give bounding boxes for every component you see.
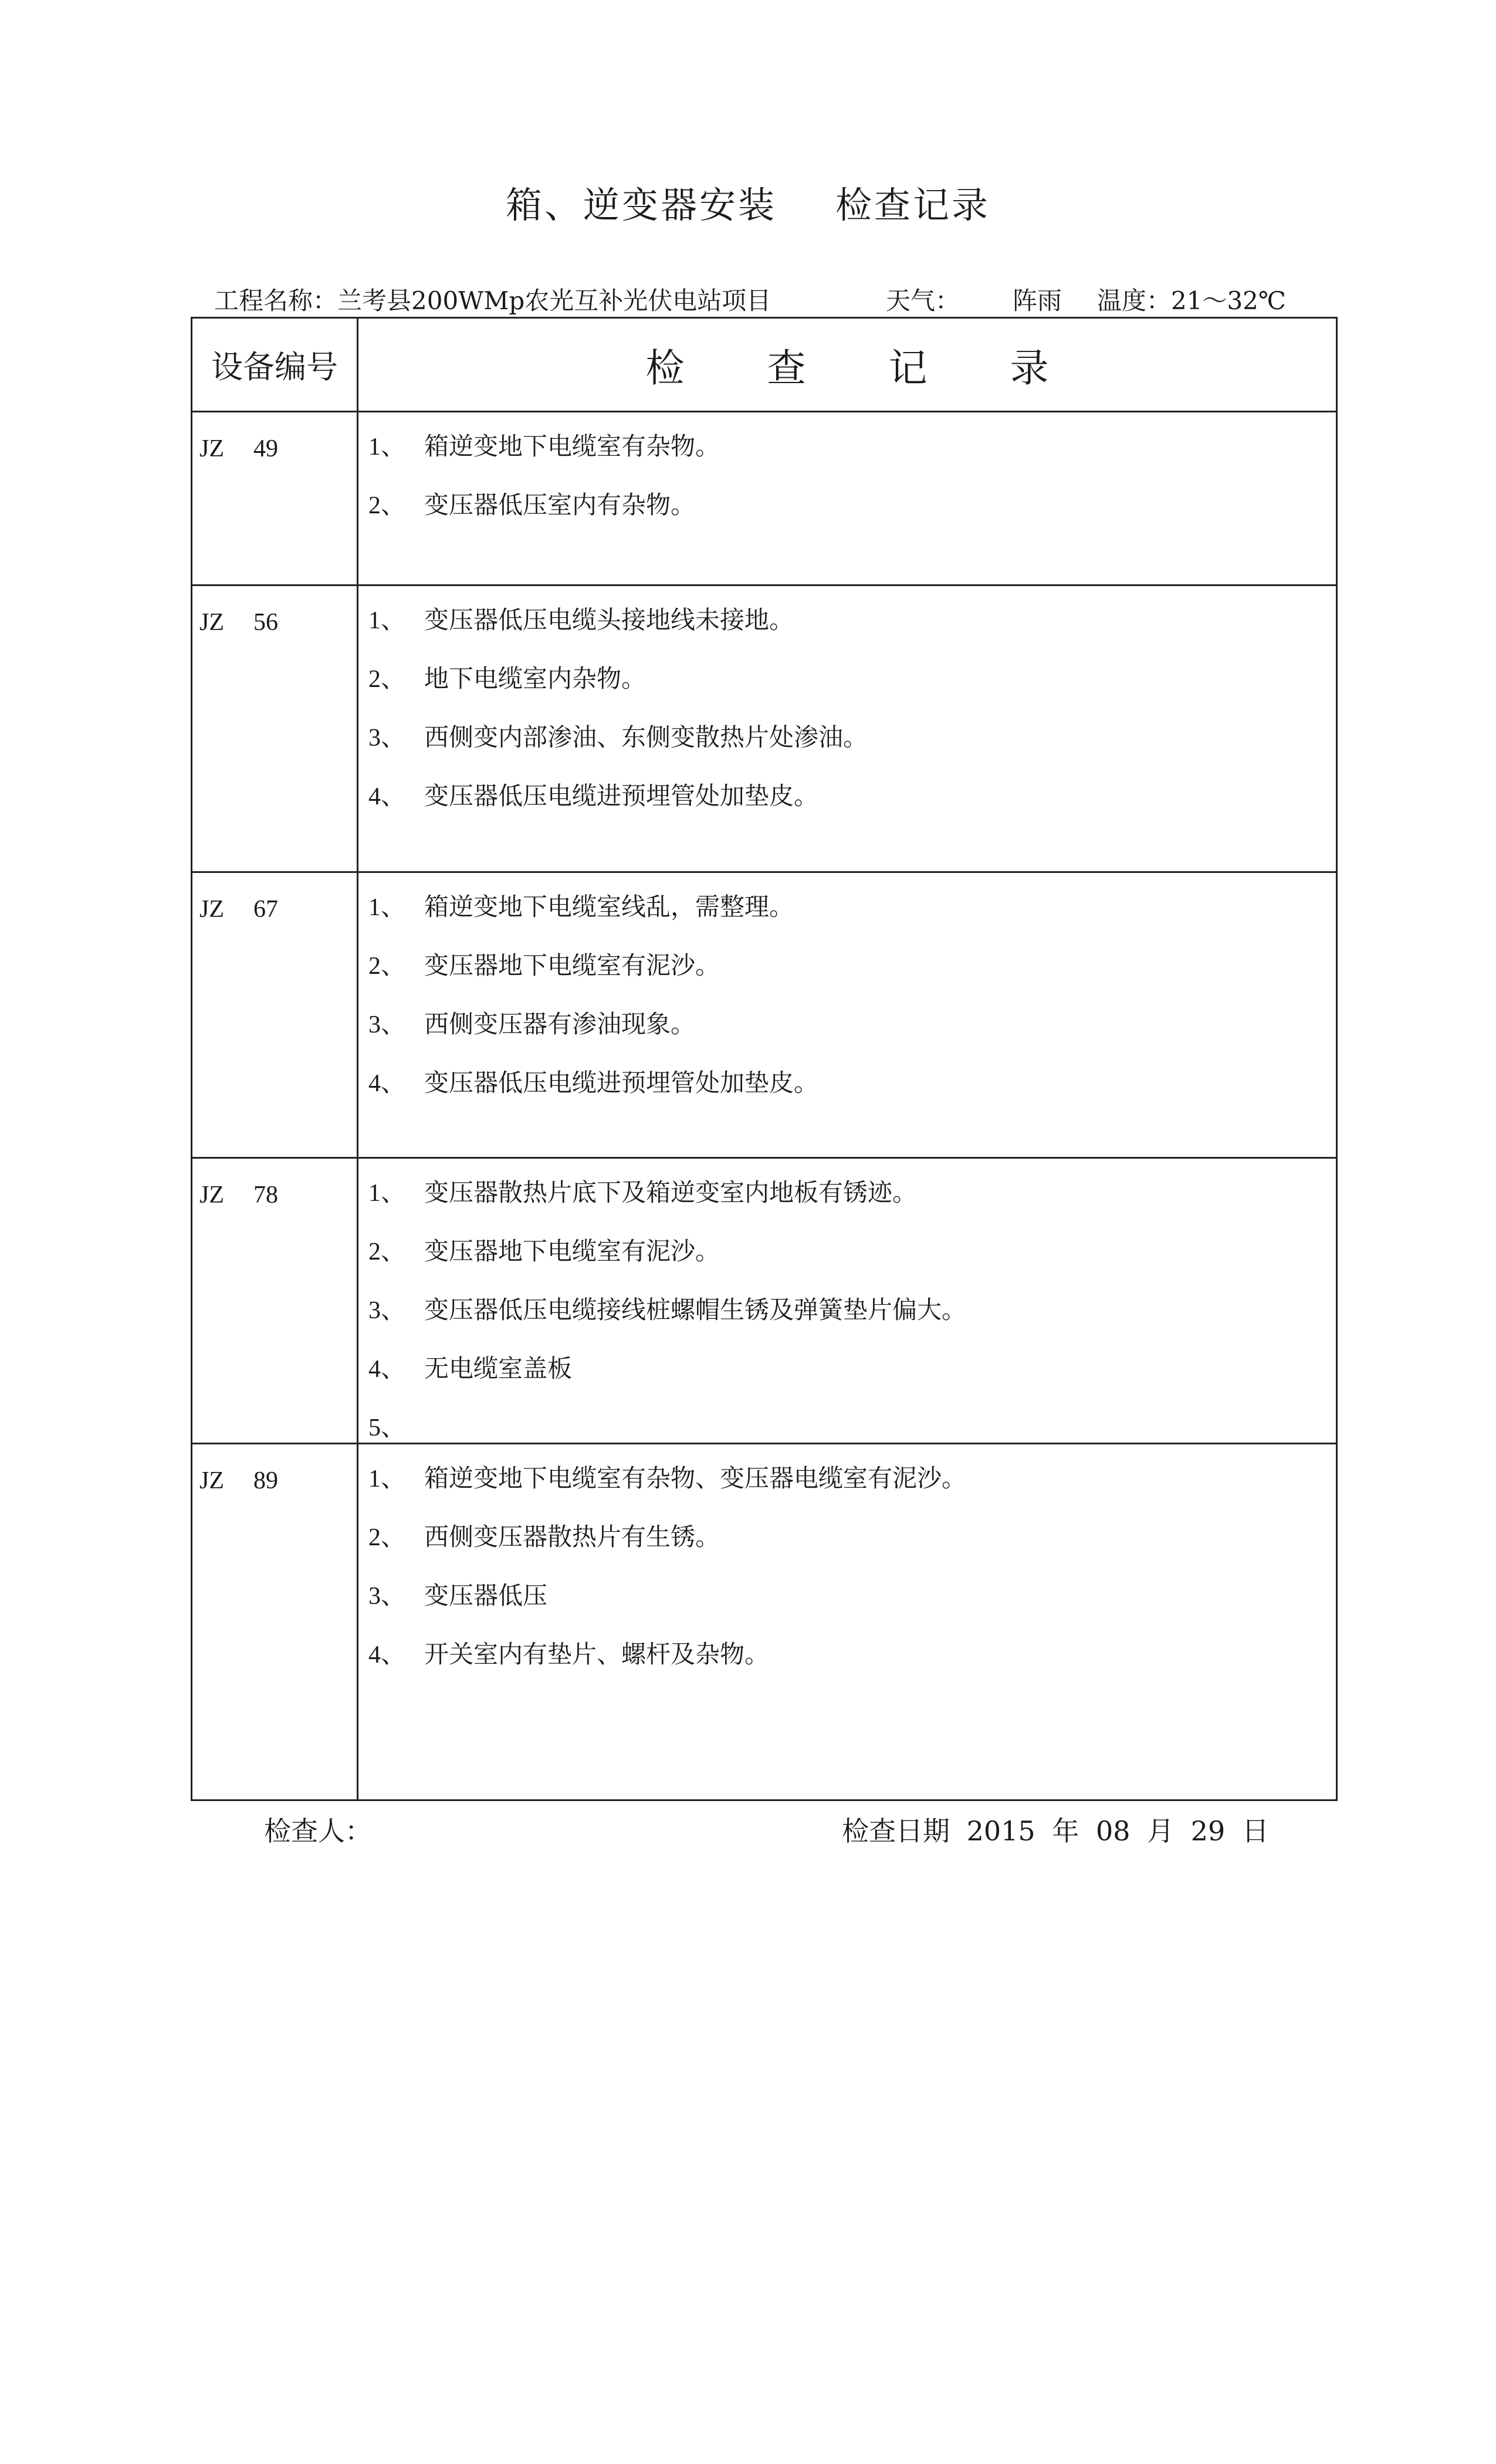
device-id bbox=[199, 1467, 278, 1495]
record-item bbox=[368, 891, 1324, 949]
header-device-id: 设备编号 bbox=[211, 348, 338, 385]
inspector-label: 检查人： bbox=[264, 1815, 372, 1847]
device-number: 56 bbox=[253, 609, 278, 636]
weather-label: 天气： bbox=[886, 286, 960, 315]
record-list bbox=[368, 430, 1324, 547]
device-prefix: JZ bbox=[199, 1182, 224, 1209]
item-index: 4、 bbox=[368, 1356, 406, 1383]
item-index: 2、 bbox=[368, 1238, 406, 1265]
page-title bbox=[0, 176, 1496, 228]
record-item bbox=[368, 1579, 1324, 1638]
item-text: 西侧变内部渗油、东侧变散热片处渗油。 bbox=[424, 723, 868, 752]
record-item bbox=[368, 1067, 1324, 1125]
record-item bbox=[368, 1008, 1324, 1067]
item-text: 变压器低压室内有杂物。 bbox=[424, 490, 696, 519]
item-index: 1、 bbox=[368, 607, 406, 634]
table-row-jz49 bbox=[192, 412, 1336, 586]
item-text: 变压器低压电缆头接地线未接地。 bbox=[424, 605, 794, 634]
weather bbox=[886, 282, 1062, 317]
device-prefix: JZ bbox=[199, 1467, 224, 1494]
item-text: 箱逆变地下电缆室有杂物。 bbox=[424, 432, 720, 461]
record-list bbox=[368, 1462, 1324, 1697]
item-text: 变压器散热片底下及箱逆变室内地板有锈迹。 bbox=[424, 1178, 918, 1207]
title-part2: 检查记录 bbox=[835, 184, 991, 226]
temperature: 温度：21～32℃ bbox=[1097, 286, 1286, 315]
device-id bbox=[199, 1181, 278, 1209]
item-index: 4、 bbox=[368, 783, 406, 810]
table-row-jz56 bbox=[192, 586, 1336, 873]
record-item bbox=[368, 1352, 1324, 1411]
record-item bbox=[368, 1176, 1324, 1235]
date-year-unit: 年 bbox=[1052, 1815, 1079, 1847]
weather-value: 阵雨 bbox=[1013, 286, 1062, 315]
item-index: 1、 bbox=[368, 894, 406, 921]
item-text: 西侧变压器有渗油现象。 bbox=[424, 1010, 696, 1038]
item-text: 开关室内有垫片、螺杆及杂物。 bbox=[424, 1640, 770, 1668]
record-item bbox=[368, 721, 1324, 780]
item-index: 2、 bbox=[368, 953, 406, 980]
record-item bbox=[368, 1462, 1324, 1521]
table-row-jz78 bbox=[192, 1159, 1336, 1444]
project-name: 工程名称：兰考县200WMp农光互补光伏电站项目 bbox=[214, 286, 771, 315]
item-text: 无电缆室盖板 bbox=[424, 1354, 573, 1383]
record-item bbox=[368, 780, 1324, 838]
device-number: 78 bbox=[253, 1182, 278, 1209]
item-index: 3、 bbox=[368, 1583, 406, 1610]
device-number: 67 bbox=[253, 896, 278, 923]
header-inspection-record: 检 查 记 录 bbox=[645, 346, 1084, 391]
item-text: 变压器低压电缆接线桩螺帽生锈及弹簧垫片偏大。 bbox=[424, 1295, 967, 1324]
item-text: 地下电缆室内杂物。 bbox=[424, 664, 647, 693]
date-year: 2015 bbox=[966, 1815, 1035, 1847]
item-index: 2、 bbox=[368, 1524, 406, 1551]
item-text: 变压器低压电缆进预埋管处加垫皮。 bbox=[424, 1068, 819, 1097]
item-index: 4、 bbox=[368, 1641, 406, 1668]
item-index: 1、 bbox=[368, 1180, 406, 1207]
table-row-jz89 bbox=[192, 1444, 1336, 1799]
item-index: 3、 bbox=[368, 1297, 406, 1324]
item-index: 3、 bbox=[368, 725, 406, 752]
inspection-table bbox=[191, 317, 1338, 1801]
record-item bbox=[368, 662, 1324, 721]
record-item bbox=[368, 1638, 1324, 1697]
item-index: 2、 bbox=[368, 666, 406, 693]
item-text: 箱逆变地下电缆室有杂物、变压器电缆室有泥沙。 bbox=[424, 1464, 967, 1492]
title-part1: 箱、逆变器安装 bbox=[505, 184, 777, 226]
record-item bbox=[368, 1521, 1324, 1579]
item-text: 西侧变压器散热片有生锈。 bbox=[424, 1522, 720, 1551]
item-text: 变压器低压电缆进预埋管处加垫皮。 bbox=[424, 781, 819, 810]
date-month-unit: 月 bbox=[1147, 1815, 1175, 1847]
table-header bbox=[192, 319, 1336, 412]
device-number: 89 bbox=[253, 1467, 278, 1494]
record-item bbox=[368, 1294, 1324, 1352]
device-id bbox=[199, 895, 278, 923]
record-list bbox=[368, 604, 1324, 838]
item-index: 5、 bbox=[368, 1414, 406, 1441]
record-item bbox=[368, 430, 1324, 489]
item-index: 3、 bbox=[368, 1011, 406, 1038]
date-day-unit: 日 bbox=[1241, 1815, 1269, 1847]
device-prefix: JZ bbox=[199, 609, 224, 636]
item-index: 2、 bbox=[368, 492, 406, 519]
record-list bbox=[368, 1176, 1324, 1470]
date-month: 08 bbox=[1095, 1815, 1131, 1847]
inspection-date bbox=[842, 1810, 1277, 1849]
device-number: 49 bbox=[253, 435, 278, 462]
item-index: 1、 bbox=[368, 1465, 406, 1492]
device-prefix: JZ bbox=[199, 896, 224, 923]
record-item bbox=[368, 1235, 1324, 1294]
record-list bbox=[368, 891, 1324, 1125]
device-prefix: JZ bbox=[199, 435, 224, 462]
item-text: 变压器地下电缆室有泥沙。 bbox=[424, 1237, 720, 1265]
item-index: 4、 bbox=[368, 1070, 406, 1097]
device-id bbox=[199, 608, 278, 637]
record-item bbox=[368, 489, 1324, 547]
item-text: 变压器地下电缆室有泥沙。 bbox=[424, 951, 720, 980]
record-item bbox=[368, 949, 1324, 1008]
item-index: 1、 bbox=[368, 434, 406, 461]
date-label: 检查日期 bbox=[842, 1815, 950, 1847]
table-row-jz67 bbox=[192, 873, 1336, 1159]
record-item bbox=[368, 604, 1324, 662]
date-day: 29 bbox=[1190, 1815, 1226, 1847]
item-text: 变压器低压 bbox=[424, 1581, 548, 1610]
item-text: 箱逆变地下电缆室线乱，需整理。 bbox=[424, 892, 794, 921]
device-id bbox=[199, 435, 278, 463]
